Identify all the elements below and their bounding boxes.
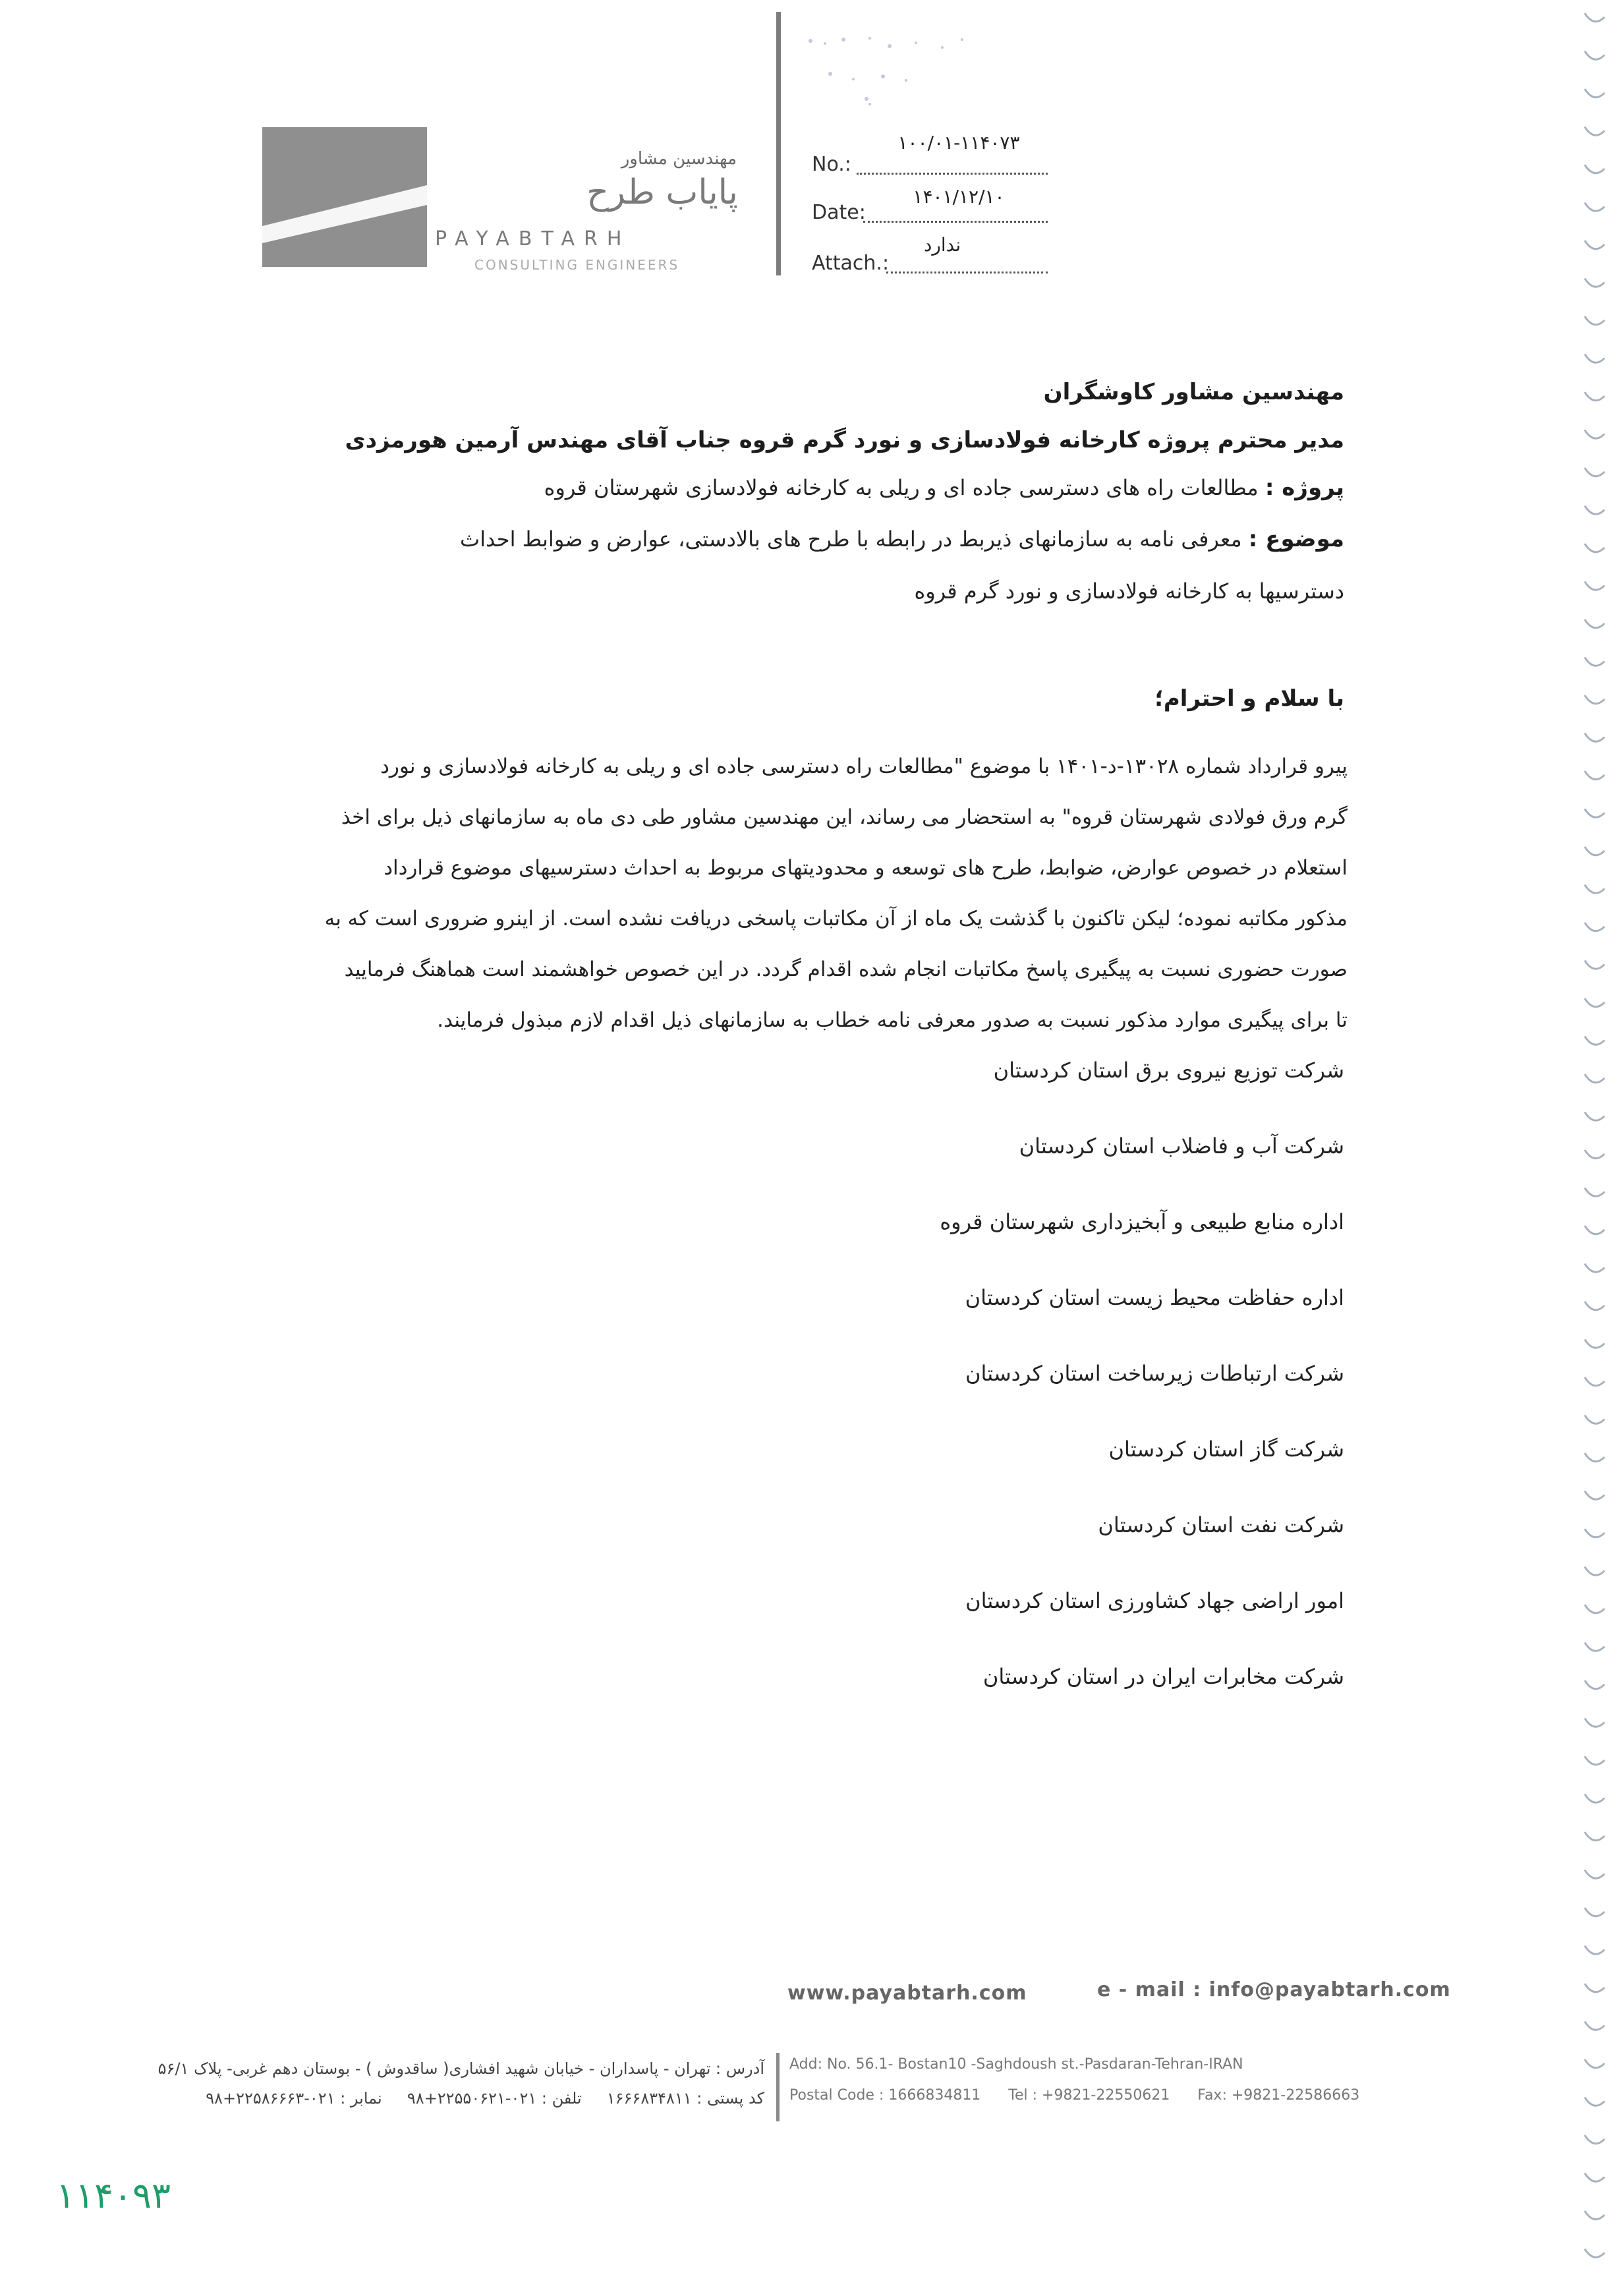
subject-text-1: معرفی نامه به سازمانهای ذیربط در رابطه با طرح های بالادستی، عوارض و ضوابط احداث	[459, 527, 1242, 552]
logo-en-sub: CONSULTING ENGINEERS	[474, 257, 680, 273]
organizations-list	[395, 1058, 1344, 1740]
subject-line1	[264, 526, 1344, 552]
spiral-ring	[1585, 1756, 1605, 1765]
spiral-ring	[1585, 1264, 1605, 1273]
body-line: پیرو قرارداد شماره ۱۳۰۲۸-د-۱۴۰۱ با موضوع "مطالعات راه دسترسی جاده ای و ریلی به کارخانه فولادسازی و نورد	[380, 755, 1348, 778]
handwritten-page-number: ۱۱۴۰۹۳	[56, 2175, 171, 2216]
spiral-ring	[1585, 1302, 1605, 1310]
logo-mark-icon	[262, 127, 427, 267]
spiral-ring	[1585, 468, 1605, 476]
spiral-ring	[1585, 1870, 1605, 1879]
spiral-ring	[1585, 1719, 1605, 1727]
spiral-ring	[1585, 2022, 1605, 2030]
addressee-line2: مدیر محترم پروژه کارخانه فولادسازی و نورد گرم قروه جناب آقای مهندس آرمین هورمزدی	[345, 427, 1344, 453]
body-line: صورت حضوری نسبت به پیگیری پاسخ مکاتبات انجام شده اقدام گردد. در این خصوص خواهشمند است هماهنگ فرمایید	[344, 958, 1348, 981]
header-divider	[776, 12, 781, 275]
spiral-ring	[1585, 961, 1605, 969]
spiral-ring	[1585, 316, 1605, 325]
spiral-ring	[1585, 1680, 1605, 1689]
list-item: شرکت توزیع نیروی برق استان کردستان	[993, 1058, 1344, 1083]
spiral-ring	[1585, 1529, 1605, 1537]
spiral-ring	[1585, 1340, 1605, 1348]
spiral-ring	[1585, 998, 1605, 1007]
spiral-ring	[1585, 847, 1605, 855]
subject-line2: دسترسیها به کارخانه فولادسازی و نورد گرم قروه	[914, 579, 1344, 604]
attach-dotted-line	[886, 252, 1048, 273]
footer-divider	[776, 2053, 780, 2121]
spiral-ring	[1585, 544, 1605, 552]
spiral-ring	[1585, 279, 1605, 287]
spiral-binding	[1573, 0, 1619, 2296]
spiral-ring	[1585, 1832, 1605, 1841]
spiral-ring	[1585, 771, 1605, 780]
letter-number-value: ۱۰۰/۰۱-۱۱۴۰۷۳	[897, 132, 1020, 154]
logo-fa-small: مهندسین مشاور	[621, 149, 737, 169]
spiral-ring	[1585, 1946, 1605, 1955]
project-line	[264, 474, 1344, 501]
list-item: شرکت مخابرات ایران در استان کردستان	[982, 1664, 1344, 1689]
addressee-line1: مهندسین مشاور کاوشگران	[1043, 379, 1344, 405]
footer-address-fa: آدرس : تهران - پاسداران - خیابان شهید افشاری( ساقدوش ) - بوستان دهم غربی- پلاک ۵۶/۱	[157, 2059, 764, 2078]
spiral-ring	[1585, 392, 1605, 401]
spiral-ring	[1585, 2098, 1605, 2106]
footer-contact-fa: کد پستی : ۱۶۶۶۸۳۴۸۱۱ تلفن : ۰۲۱-۲۲۵۵۰۶۲۱+۹۸ نمابر : ۰۲۱-۲۲۵۸۶۶۶۳+۹۸	[206, 2089, 764, 2108]
spiral-ring	[1585, 506, 1605, 515]
spiral-ring	[1585, 165, 1605, 173]
attach-value: ندارد	[923, 234, 961, 256]
spiral-ring	[1585, 1037, 1605, 1045]
list-item: شرکت آب و فاضلاب استان کردستان	[1019, 1134, 1344, 1159]
logo-graphic	[262, 127, 427, 267]
spiral-ring	[1585, 885, 1605, 894]
spiral-ring	[1585, 430, 1605, 439]
project-label: پروژه :	[1264, 474, 1344, 501]
subject-label: موضوع :	[1248, 526, 1344, 552]
spiral-ring	[1585, 1150, 1605, 1159]
greeting: با سلام و احترام؛	[1154, 685, 1344, 712]
spiral-ring	[1585, 1567, 1605, 1576]
spiral-ring	[1585, 1453, 1605, 1462]
spiral-ring	[1585, 695, 1605, 704]
spiral-ring	[1585, 1074, 1605, 1083]
footer-website: www.payabtarh.com	[787, 1982, 1027, 2005]
spiral-ring	[1585, 127, 1605, 136]
footer-contact-en: Postal Code : 1666834811 Tel : +9821-22550621 Fax: +9821-22586663	[789, 2087, 1360, 2104]
spiral-ring	[1585, 241, 1605, 249]
body-line: مذکور مکاتبه نموده؛ لیکن تاکنون با گذشت یک ماه از آن مکاتبات پاسخی دریافت نشده است. از اینرو ضروری است که به	[324, 907, 1348, 931]
attach-label: Attach.:	[812, 252, 890, 275]
logo-fa-big: پایاب طرح	[586, 173, 738, 212]
list-item: اداره منابع طبیعی و آبخیزداری شهرستان قروه	[940, 1209, 1344, 1234]
spiral-ring	[1585, 203, 1605, 212]
spiral-ring	[1585, 1416, 1605, 1424]
list-item: شرکت گاز استان کردستان	[1108, 1437, 1344, 1462]
spiral-ring	[1585, 658, 1605, 666]
spiral-ring	[1585, 619, 1605, 628]
spiral-ring	[1585, 1226, 1605, 1234]
spiral-ring	[1585, 809, 1605, 818]
spiral-ring	[1585, 1112, 1605, 1121]
spiral-ring	[1585, 2211, 1605, 2220]
date-label: Date:	[812, 201, 866, 224]
spiral-ring	[1585, 582, 1605, 590]
list-item: شرکت ارتباطات زیرساخت استان کردستان	[965, 1361, 1344, 1386]
spiral-ring	[1585, 2059, 1605, 2068]
footer-email: e - mail : info@payabtarh.com	[1097, 1978, 1451, 2001]
spiral-ring	[1585, 89, 1605, 98]
no-label: No.:	[812, 153, 851, 176]
project-text: مطالعات راه های دسترسی جاده ای و ریلی به کارخانه فولادسازی شهرستان قروه	[544, 475, 1259, 500]
body-line: تا برای پیگیری موارد مذکور نسبت به صدور معرفی نامه خطاب به سازمانهای ذیل اقدام لازم مبذول فرمایند.	[437, 1008, 1348, 1032]
spiral-ring	[1585, 1491, 1605, 1500]
spiral-ring	[1585, 13, 1605, 22]
spiral-ring	[1585, 1984, 1605, 1992]
spiral-ring	[1585, 51, 1605, 60]
body-paragraph	[290, 741, 1348, 1046]
no-dotted-line	[857, 153, 1048, 175]
list-item: امور اراضی جهاد کشاورزی استان کردستان	[965, 1588, 1344, 1613]
spiral-ring	[1585, 1643, 1605, 1651]
spiral-ring	[1585, 733, 1605, 742]
body-line: گرم ورق فولادی شهرستان قروه" به استحضار می رساند، این مهندسین مشاور طی دی ماه به سازمانهای ذیل برای اخذ	[341, 805, 1348, 829]
spiral-ring	[1585, 355, 1605, 363]
spiral-ring	[1585, 2135, 1605, 2144]
spiral-ring	[1585, 1908, 1605, 1916]
list-item: شرکت نفت استان کردستان	[1098, 1512, 1344, 1537]
date-dotted-line	[863, 201, 1048, 223]
faded-stamp-icon	[791, 20, 988, 105]
spiral-ring	[1585, 2173, 1605, 2182]
spiral-ring	[1585, 1377, 1605, 1386]
spiral-ring	[1585, 923, 1605, 931]
body-line: استعلام در خصوص عوارض، ضوابط، طرح های توسعه و محدودیتهای مربوط به احداث دسترسیهای موضوع قرارداد	[383, 856, 1348, 880]
spiral-ring	[1585, 1794, 1605, 1803]
spiral-ring	[1585, 1188, 1605, 1197]
date-value: ۱۴۰۱/۱۲/۱۰	[913, 186, 1005, 208]
spiral-ring	[1585, 1605, 1605, 1613]
logo-en: PAYABTARH	[435, 227, 631, 250]
footer-address-en: Add: No. 56.1- Bostan10 -Saghdoush st.-Pasdaran-Tehran-IRAN	[789, 2056, 1243, 2073]
spiral-ring	[1585, 2249, 1605, 2258]
list-item: اداره حفاظت محیط زیست استان کردستان	[965, 1285, 1344, 1310]
